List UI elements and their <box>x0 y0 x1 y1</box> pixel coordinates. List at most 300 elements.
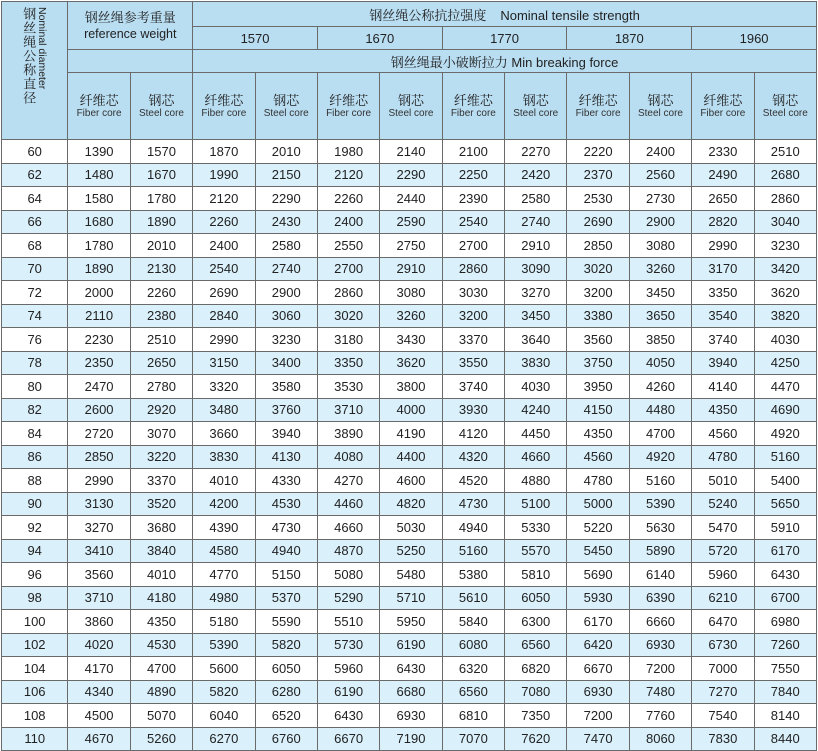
table-cell: 7080 <box>505 680 567 704</box>
diameter-en-label: Nominal diameter <box>36 6 49 89</box>
table-cell: 2130 <box>130 257 192 281</box>
table-cell: 3760 <box>255 398 317 422</box>
table-cell: 6670 <box>317 727 379 751</box>
table-cell: 3940 <box>255 422 317 446</box>
table-cell: 2470 <box>68 375 130 399</box>
table-cell: 5960 <box>692 563 754 587</box>
steel-core-header <box>629 73 691 140</box>
ref-weight-spacer <box>68 50 193 73</box>
table-cell: 3650 <box>629 304 691 328</box>
table-cell: 1780 <box>130 187 192 211</box>
table-cell: 5650 <box>754 492 816 516</box>
table-row <box>2 586 817 610</box>
table-cell: 7200 <box>629 657 691 681</box>
diameter-cell: 76 <box>2 328 68 352</box>
table-cell: 2590 <box>380 210 442 234</box>
table-cell: 4600 <box>380 469 442 493</box>
table-row <box>2 727 817 751</box>
table-cell: 3560 <box>567 328 629 352</box>
table-row <box>2 563 817 587</box>
steel-core-en-label: Steel core <box>637 107 683 119</box>
table-cell: 4010 <box>193 469 255 493</box>
table-cell: 3660 <box>193 422 255 446</box>
table-cell: 4700 <box>130 657 192 681</box>
table-cell: 7550 <box>754 657 816 681</box>
table-row <box>2 351 817 375</box>
diameter-cell: 80 <box>2 375 68 399</box>
table-cell: 3150 <box>193 351 255 375</box>
table-row <box>2 445 817 469</box>
table-cell: 3200 <box>567 281 629 305</box>
table-cell: 6390 <box>629 586 691 610</box>
table-cell: 5570 <box>505 539 567 563</box>
steel-core-cn-label: 钢芯 <box>772 92 799 108</box>
table-cell: 3480 <box>193 398 255 422</box>
table-cell: 3830 <box>505 351 567 375</box>
table-cell: 4180 <box>130 586 192 610</box>
table-cell: 6930 <box>629 633 691 657</box>
table-row <box>2 610 817 634</box>
table-cell: 4030 <box>754 328 816 352</box>
table-cell: 3740 <box>442 375 504 399</box>
table-cell: 5470 <box>692 516 754 540</box>
table-cell: 4460 <box>317 492 379 516</box>
table-cell: 5180 <box>193 610 255 634</box>
table-cell: 4700 <box>629 422 691 446</box>
table-cell: 2390 <box>442 187 504 211</box>
table-cell: 3540 <box>692 304 754 328</box>
table-cell: 1390 <box>68 140 130 164</box>
table-cell: 2380 <box>130 304 192 328</box>
table-cell: 3530 <box>317 375 379 399</box>
table-cell: 4580 <box>193 539 255 563</box>
table-cell: 2510 <box>754 140 816 164</box>
table-cell: 3560 <box>68 563 130 587</box>
table-cell: 4870 <box>317 539 379 563</box>
fiber-core-header <box>317 73 379 140</box>
table-cell: 3030 <box>442 281 504 305</box>
table-cell: 2400 <box>193 234 255 258</box>
table-cell: 3750 <box>567 351 629 375</box>
table-cell: 1870 <box>193 140 255 164</box>
table-cell: 5950 <box>380 610 442 634</box>
min-breaking-force-header: 钢丝绳最小破断拉力 Min breaking force <box>193 50 817 73</box>
diameter-cell: 104 <box>2 657 68 681</box>
table-cell: 2860 <box>317 281 379 305</box>
table-cell: 5240 <box>692 492 754 516</box>
table-cell: 2750 <box>380 234 442 258</box>
diameter-cell: 70 <box>2 257 68 281</box>
table-cell: 5390 <box>629 492 691 516</box>
table-cell: 2650 <box>692 187 754 211</box>
table-cell: 5370 <box>255 586 317 610</box>
diameter-cell: 72 <box>2 281 68 305</box>
table-cell: 7350 <box>505 704 567 728</box>
table-cell: 2740 <box>255 257 317 281</box>
table-cell: 2010 <box>130 234 192 258</box>
table-cell: 3080 <box>629 234 691 258</box>
table-cell: 4450 <box>505 422 567 446</box>
table-cell: 1570 <box>130 140 192 164</box>
table-cell: 3710 <box>317 398 379 422</box>
table-cell: 6670 <box>567 657 629 681</box>
table-cell: 6760 <box>255 727 317 751</box>
table-cell: 5960 <box>317 657 379 681</box>
fiber-core-en-label: Fiber core <box>76 107 122 119</box>
steel-core-en-label: Steel core <box>388 107 434 119</box>
table-cell: 3230 <box>754 234 816 258</box>
table-cell: 2910 <box>505 234 567 258</box>
table-cell: 2720 <box>68 422 130 446</box>
steel-core-cn-label: 钢芯 <box>647 92 674 108</box>
table-cell: 3950 <box>567 375 629 399</box>
table-cell: 6810 <box>442 704 504 728</box>
table-cell: 2250 <box>442 163 504 187</box>
table-cell: 4020 <box>68 633 130 657</box>
table-cell: 3070 <box>130 422 192 446</box>
table-cell: 5820 <box>193 680 255 704</box>
table-cell: 6170 <box>567 610 629 634</box>
table-cell: 4250 <box>754 351 816 375</box>
table-cell: 2290 <box>255 187 317 211</box>
table-cell: 3270 <box>505 281 567 305</box>
table-cell: 7760 <box>629 704 691 728</box>
table-cell: 2510 <box>130 328 192 352</box>
table-cell: 3080 <box>380 281 442 305</box>
table-cell: 4980 <box>193 586 255 610</box>
table-row <box>2 704 817 728</box>
table-cell: 3350 <box>317 351 379 375</box>
table-row <box>2 234 817 258</box>
table-cell: 4190 <box>380 422 442 446</box>
table-cell: 4520 <box>442 469 504 493</box>
table-cell: 3260 <box>380 304 442 328</box>
table-cell: 3710 <box>68 586 130 610</box>
steel-core-header <box>754 73 816 140</box>
table-cell: 4340 <box>68 680 130 704</box>
table-cell: 2560 <box>629 163 691 187</box>
table-row <box>2 375 817 399</box>
diameter-cell: 102 <box>2 633 68 657</box>
tensile-en-label: Nominal tensile strength <box>500 7 640 23</box>
table-row <box>2 281 817 305</box>
table-cell: 3270 <box>68 516 130 540</box>
table-cell: 6700 <box>754 586 816 610</box>
table-cell: 6730 <box>692 633 754 657</box>
table-cell: 2400 <box>629 140 691 164</box>
table-cell: 2100 <box>442 140 504 164</box>
table-cell: 2260 <box>193 210 255 234</box>
table-cell: 2650 <box>130 351 192 375</box>
table-cell: 5100 <box>505 492 567 516</box>
diameter-cell: 110 <box>2 727 68 751</box>
table-cell: 3020 <box>567 257 629 281</box>
table-cell: 6820 <box>505 657 567 681</box>
table-row <box>2 187 817 211</box>
table-cell: 4780 <box>567 469 629 493</box>
table-cell: 4120 <box>442 422 504 446</box>
diameter-cell: 74 <box>2 304 68 328</box>
table-cell: 5000 <box>567 492 629 516</box>
table-cell: 3370 <box>130 469 192 493</box>
steel-core-en-label: Steel core <box>138 107 184 119</box>
steel-core-en-label: Steel core <box>513 107 559 119</box>
table-cell: 2850 <box>68 445 130 469</box>
table-cell: 5160 <box>629 469 691 493</box>
diameter-cell: 90 <box>2 492 68 516</box>
table-cell: 5030 <box>380 516 442 540</box>
table-cell: 2730 <box>629 187 691 211</box>
table-cell: 4320 <box>442 445 504 469</box>
table-cell: 3060 <box>255 304 317 328</box>
table-cell: 2820 <box>692 210 754 234</box>
table-cell: 2850 <box>567 234 629 258</box>
table-cell: 4730 <box>255 516 317 540</box>
table-cell: 3550 <box>442 351 504 375</box>
table-row <box>2 516 817 540</box>
table-cell: 5730 <box>317 633 379 657</box>
table-cell: 6560 <box>442 680 504 704</box>
fiber-core-header <box>692 73 754 140</box>
table-cell: 3020 <box>317 304 379 328</box>
table-cell: 3400 <box>255 351 317 375</box>
table-cell: 2330 <box>692 140 754 164</box>
table-cell: 3940 <box>692 351 754 375</box>
table-cell: 4400 <box>380 445 442 469</box>
table-cell: 2860 <box>442 257 504 281</box>
table-cell: 7620 <box>505 727 567 751</box>
table-cell: 6190 <box>317 680 379 704</box>
table-cell: 6050 <box>505 586 567 610</box>
table-cell: 2000 <box>68 281 130 305</box>
table-cell: 2400 <box>317 210 379 234</box>
table-cell: 8060 <box>629 727 691 751</box>
table-cell: 4260 <box>629 375 691 399</box>
table-cell: 4730 <box>442 492 504 516</box>
table-cell: 3850 <box>629 328 691 352</box>
table-cell: 5160 <box>754 445 816 469</box>
table-cell: 1580 <box>68 187 130 211</box>
table-cell: 3620 <box>380 351 442 375</box>
table-cell: 7270 <box>692 680 754 704</box>
table-cell: 3450 <box>505 304 567 328</box>
table-cell: 5820 <box>255 633 317 657</box>
table-cell: 3930 <box>442 398 504 422</box>
table-body <box>2 140 817 751</box>
table-cell: 6430 <box>317 704 379 728</box>
table-cell: 3260 <box>629 257 691 281</box>
table-cell: 3840 <box>130 539 192 563</box>
table-cell: 5070 <box>130 704 192 728</box>
table-cell: 2840 <box>193 304 255 328</box>
table-cell: 4390 <box>193 516 255 540</box>
diameter-cell: 106 <box>2 680 68 704</box>
table-row <box>2 657 817 681</box>
table-cell: 4150 <box>567 398 629 422</box>
table-cell: 8140 <box>754 704 816 728</box>
core-type-header-row <box>2 73 817 140</box>
fiber-core-cn-label: 纤维芯 <box>79 92 119 108</box>
steel-core-en-label: Steel core <box>762 107 808 119</box>
table-cell: 5840 <box>442 610 504 634</box>
table-cell: 2700 <box>442 234 504 258</box>
table-cell: 6080 <box>442 633 504 657</box>
diameter-cell: 78 <box>2 351 68 375</box>
table-cell: 4660 <box>505 445 567 469</box>
table-cell: 6430 <box>754 563 816 587</box>
table-cell: 5400 <box>754 469 816 493</box>
fiber-core-cn-label: 纤维芯 <box>578 92 618 108</box>
table-cell: 5390 <box>193 633 255 657</box>
steel-core-cn-label: 钢芯 <box>273 92 300 108</box>
diameter-cell: 62 <box>2 163 68 187</box>
ref-weight-en-label: reference weight <box>84 26 177 41</box>
table-cell: 6680 <box>380 680 442 704</box>
table-cell: 1890 <box>130 210 192 234</box>
table-row <box>2 539 817 563</box>
fiber-core-header <box>68 73 130 140</box>
table-cell: 3830 <box>193 445 255 469</box>
table-cell: 2290 <box>380 163 442 187</box>
table-cell: 2220 <box>567 140 629 164</box>
table-cell: 2580 <box>505 187 567 211</box>
steel-core-cn-label: 钢芯 <box>397 92 424 108</box>
table-cell: 6040 <box>193 704 255 728</box>
table-cell: 1670 <box>130 163 192 187</box>
grade-header: 1960 <box>692 27 817 50</box>
table-cell: 2600 <box>68 398 130 422</box>
table-cell: 2120 <box>317 163 379 187</box>
table-cell: 5810 <box>505 563 567 587</box>
table-cell: 6930 <box>380 704 442 728</box>
table-cell: 1980 <box>317 140 379 164</box>
table-cell: 2860 <box>754 187 816 211</box>
table-cell: 2680 <box>754 163 816 187</box>
table-cell: 5510 <box>317 610 379 634</box>
table-cell: 2230 <box>68 328 130 352</box>
table-cell: 2110 <box>68 304 130 328</box>
table-cell: 1480 <box>68 163 130 187</box>
table-cell: 6170 <box>754 539 816 563</box>
table-cell: 3220 <box>130 445 192 469</box>
table-cell: 4140 <box>692 375 754 399</box>
table-cell: 6980 <box>754 610 816 634</box>
table-cell: 4240 <box>505 398 567 422</box>
diameter-cell: 82 <box>2 398 68 422</box>
table-cell: 8440 <box>754 727 816 751</box>
diameter-cell: 60 <box>2 140 68 164</box>
table-cell: 2550 <box>317 234 379 258</box>
table-cell: 6210 <box>692 586 754 610</box>
table-row <box>2 398 817 422</box>
table-cell: 2990 <box>68 469 130 493</box>
table-cell: 2260 <box>317 187 379 211</box>
table-cell: 6280 <box>255 680 317 704</box>
fiber-core-header <box>442 73 504 140</box>
steel-core-en-label: Steel core <box>263 107 309 119</box>
table-cell: 5630 <box>629 516 691 540</box>
table-cell: 5910 <box>754 516 816 540</box>
table-cell: 1990 <box>193 163 255 187</box>
table-cell: 5380 <box>442 563 504 587</box>
table-cell: 1890 <box>68 257 130 281</box>
table-cell: 3740 <box>692 328 754 352</box>
table-cell: 4660 <box>317 516 379 540</box>
table-cell: 4050 <box>629 351 691 375</box>
table-cell: 7000 <box>692 657 754 681</box>
table-cell: 4920 <box>754 422 816 446</box>
table-cell: 3640 <box>505 328 567 352</box>
table-cell: 3380 <box>567 304 629 328</box>
steel-core-header <box>130 73 192 140</box>
table-cell: 4000 <box>380 398 442 422</box>
table-cell: 5290 <box>317 586 379 610</box>
table-cell: 4200 <box>193 492 255 516</box>
table-cell: 4940 <box>255 539 317 563</box>
table-cell: 5330 <box>505 516 567 540</box>
grade-header: 1670 <box>317 27 442 50</box>
table-cell: 1780 <box>68 234 130 258</box>
fiber-core-en-label: Fiber core <box>700 107 746 119</box>
table-cell: 5250 <box>380 539 442 563</box>
table-row <box>2 633 817 657</box>
table-cell: 2920 <box>130 398 192 422</box>
table-cell: 4030 <box>505 375 567 399</box>
table-row <box>2 328 817 352</box>
table-cell: 3230 <box>255 328 317 352</box>
table-cell: 2540 <box>442 210 504 234</box>
table-cell: 5080 <box>317 563 379 587</box>
steel-core-cn-label: 钢芯 <box>522 92 549 108</box>
table-cell: 7190 <box>380 727 442 751</box>
table-cell: 2700 <box>317 257 379 281</box>
table-cell: 7840 <box>754 680 816 704</box>
diameter-cell: 98 <box>2 586 68 610</box>
table-cell: 2530 <box>567 187 629 211</box>
table-cell: 5600 <box>193 657 255 681</box>
diameter-cell: 108 <box>2 704 68 728</box>
table-cell: 7830 <box>692 727 754 751</box>
table-cell: 2350 <box>68 351 130 375</box>
table-cell: 6420 <box>567 633 629 657</box>
fiber-core-header <box>567 73 629 140</box>
table-cell: 4690 <box>754 398 816 422</box>
table-cell: 4530 <box>130 633 192 657</box>
table-cell: 2370 <box>567 163 629 187</box>
table-cell: 5610 <box>442 586 504 610</box>
table-row <box>2 163 817 187</box>
table-cell: 7070 <box>442 727 504 751</box>
diameter-cell: 66 <box>2 210 68 234</box>
table-cell: 3430 <box>380 328 442 352</box>
table-row <box>2 469 817 493</box>
table-cell: 4080 <box>317 445 379 469</box>
table-cell: 3580 <box>255 375 317 399</box>
table-cell: 3680 <box>130 516 192 540</box>
table-cell: 2990 <box>193 328 255 352</box>
table-cell: 3410 <box>68 539 130 563</box>
table-row <box>2 257 817 281</box>
table-cell: 2740 <box>505 210 567 234</box>
diameter-cell: 84 <box>2 422 68 446</box>
table-cell: 5260 <box>130 727 192 751</box>
table-cell: 4470 <box>754 375 816 399</box>
table-cell: 3090 <box>505 257 567 281</box>
steel-core-header <box>380 73 442 140</box>
fiber-core-cn-label: 纤维芯 <box>453 92 493 108</box>
table-cell: 3320 <box>193 375 255 399</box>
table-cell: 4480 <box>629 398 691 422</box>
